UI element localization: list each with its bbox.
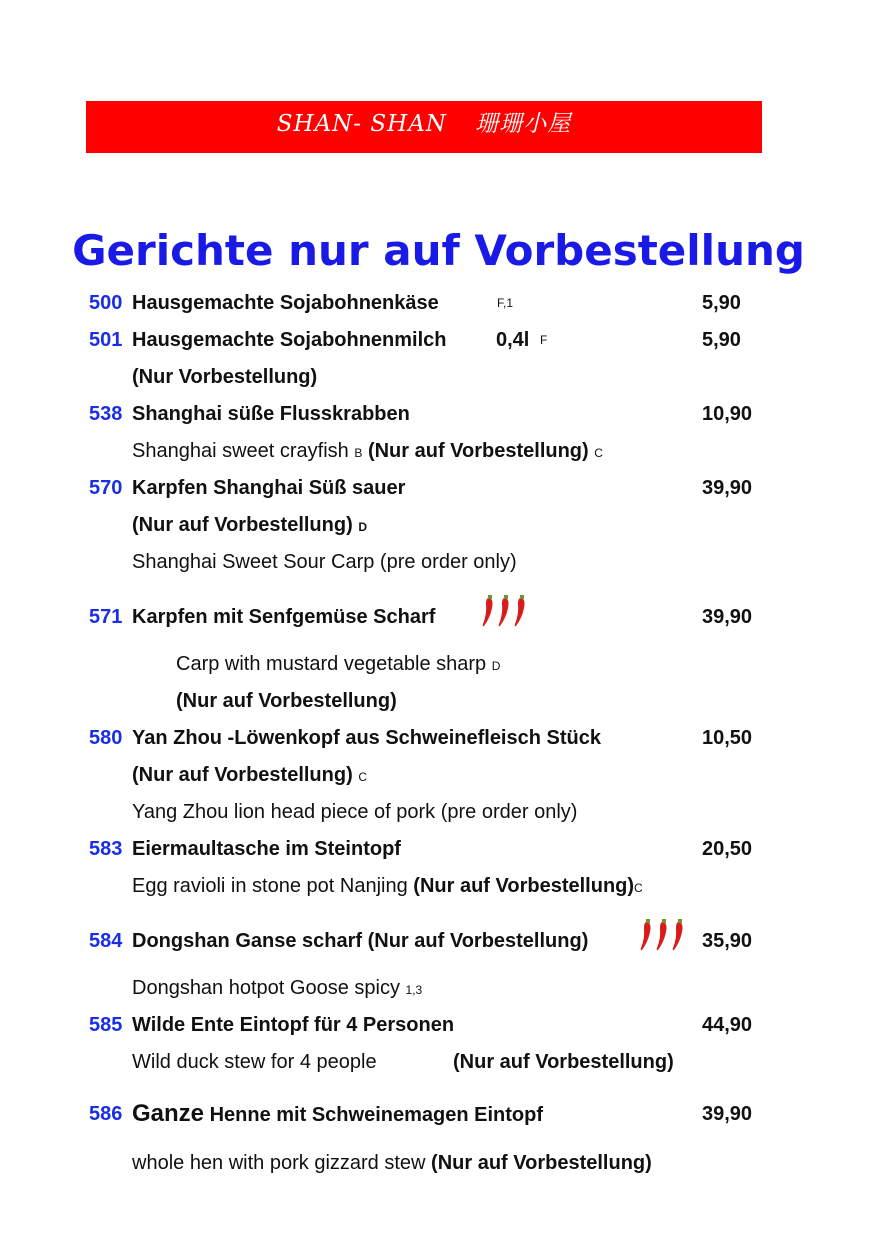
preorder-note: (Nur auf Vorbestellung) <box>431 1152 652 1174</box>
chili-peppers-icon <box>482 594 530 628</box>
item-english <box>132 973 422 1005</box>
menu-item-571 <box>0 602 877 632</box>
preorder-line <box>132 510 367 542</box>
page-title: Gerichte nur auf Vorbestellung <box>72 226 805 275</box>
english-name: Shanghai Sweet Sour Carp (pre order only) <box>132 551 517 573</box>
preorder-line <box>132 760 367 792</box>
item-price: 5,90 <box>702 329 741 351</box>
menu-item-584 <box>0 926 877 956</box>
item-number: 538 <box>89 403 123 425</box>
preorder-note: (Nur Vorbestellung) <box>132 366 318 388</box>
item-name: Dongshan Ganse scharf (Nur auf Vorbestellung) <box>132 930 589 952</box>
banner <box>86 101 762 153</box>
menu-item-570 <box>0 473 877 503</box>
menu-item-586 <box>0 1099 877 1129</box>
english-name: Yang Zhou lion head piece of pork (pre order only) <box>132 801 578 823</box>
preorder-note: (Nur auf Vorbestellung) <box>132 514 353 536</box>
item-english <box>132 871 643 903</box>
english-name: Egg ravioli in stone pot Nanjing <box>132 875 408 897</box>
item-name: Yan Zhou -Löwenkopf aus Schweinefleisch Stück <box>132 727 601 749</box>
item-price: 44,90 <box>702 1014 753 1036</box>
banner-chinese: 珊珊小屋 <box>475 111 572 137</box>
item-name <box>132 1099 543 1130</box>
banner-title <box>86 105 762 138</box>
item-price: 39,90 <box>702 477 753 499</box>
item-number: 583 <box>89 838 123 860</box>
allergen-note: C <box>594 446 603 460</box>
item-number: 570 <box>89 477 123 499</box>
menu-item-583 <box>0 834 877 864</box>
preorder-note: (Nur auf Vorbestellung) <box>132 764 353 786</box>
allergen-note: D <box>491 659 501 673</box>
preorder-note: (Nur auf Vorbestellung) <box>367 440 589 462</box>
menu-item-580 <box>0 723 877 753</box>
english-name: Dongshan hotpot Goose spicy <box>132 977 400 999</box>
preorder-note: (Nur auf Vorbestellung) <box>413 875 635 897</box>
english-name: whole hen with pork gizzard stew <box>132 1152 426 1174</box>
item-name-emphasis: Ganze <box>132 1100 205 1127</box>
allergen-note: B <box>354 446 363 460</box>
allergen-note: D <box>358 520 367 534</box>
item-name: Karpfen Shanghai Süß sauer <box>132 477 406 499</box>
item-price: 39,90 <box>702 1103 753 1125</box>
chili-peppers-icon <box>640 918 688 952</box>
allergen-note: F,1 <box>497 296 514 310</box>
menu-item-585 <box>0 1010 877 1040</box>
banner-latin: SHAN- SHAN <box>276 111 447 137</box>
item-english <box>132 1148 652 1178</box>
item-quantity: 0,4l <box>496 329 530 351</box>
preorder-note: (Nur auf Vorbestellung) <box>453 1051 674 1073</box>
item-name: Wilde Ente Eintopf für 4 Personen <box>132 1014 455 1036</box>
allergen-note: F <box>540 333 548 347</box>
item-english <box>176 649 500 681</box>
item-english <box>132 436 603 468</box>
menu-item-538 <box>0 399 877 429</box>
item-number: 500 <box>89 292 123 314</box>
item-number: 580 <box>89 727 123 749</box>
item-price: 35,90 <box>702 930 753 952</box>
item-price: 5,90 <box>702 292 741 314</box>
allergen-note: C <box>358 770 367 784</box>
menu-item-500 <box>0 288 877 318</box>
allergen-note: C <box>634 881 643 895</box>
item-name: Shanghai süße Flusskrabben <box>132 403 410 425</box>
item-price: 10,90 <box>702 403 753 425</box>
item-number: 586 <box>89 1103 123 1125</box>
allergen-note: 1,3 <box>405 983 423 997</box>
english-name: Shanghai sweet crayfish <box>132 440 349 462</box>
english-name: Carp with mustard vegetable sharp <box>176 653 487 675</box>
item-name-rest: Henne mit Schweinemagen Eintopf <box>209 1104 543 1126</box>
item-number: 584 <box>89 930 123 952</box>
menu-item-501 <box>0 325 877 355</box>
item-name: Karpfen mit Senfgemüse Scharf <box>132 606 436 628</box>
item-name: Eiermaultasche im Steintopf <box>132 838 401 860</box>
item-price: 20,50 <box>702 838 753 860</box>
item-name: Hausgemachte Sojabohnenkäse <box>132 292 439 314</box>
item-price: 39,90 <box>702 606 753 628</box>
item-number: 571 <box>89 606 123 628</box>
english-name: Wild duck stew for 4 people <box>132 1051 377 1073</box>
item-number: 585 <box>89 1014 123 1036</box>
preorder-note: (Nur auf Vorbestellung) <box>176 690 397 712</box>
item-number: 501 <box>89 329 123 351</box>
item-name: Hausgemachte Sojabohnenmilch <box>132 329 447 351</box>
item-price: 10,50 <box>702 727 753 749</box>
